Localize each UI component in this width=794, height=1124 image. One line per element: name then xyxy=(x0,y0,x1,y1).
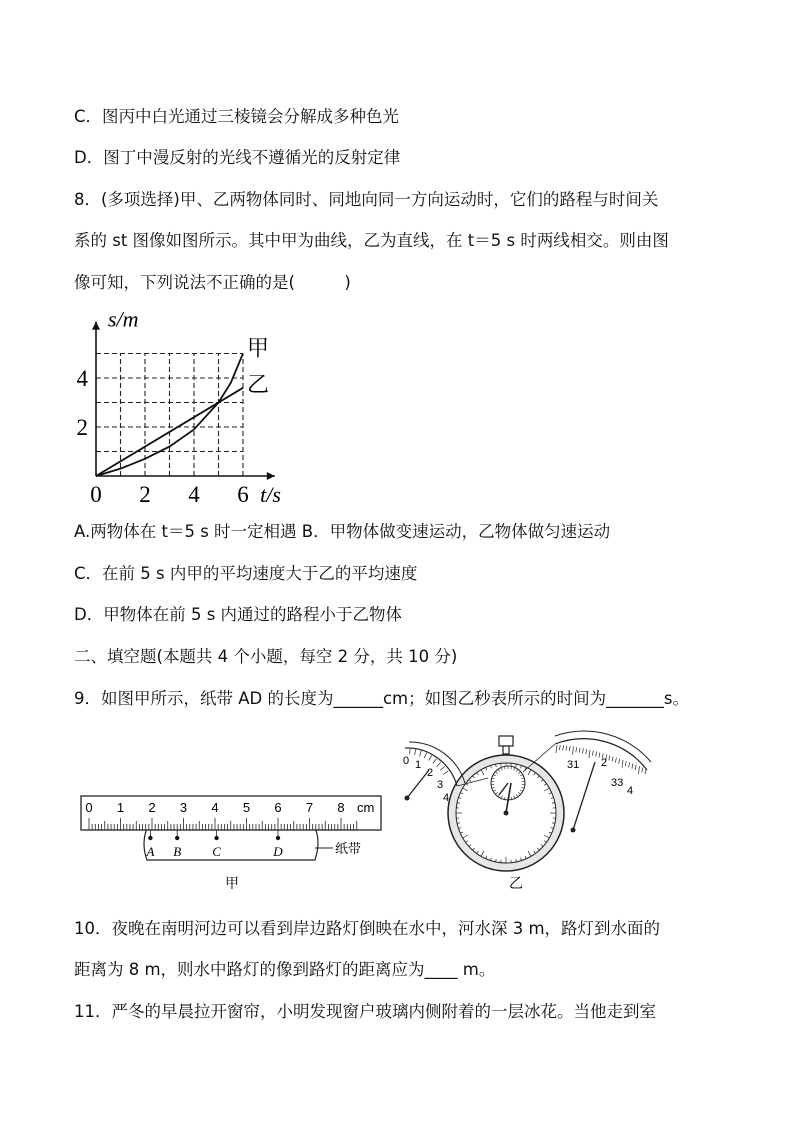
zoom-second-tick xyxy=(609,755,610,760)
zoom-second-tick xyxy=(596,752,597,757)
x-tick-label: 6 xyxy=(237,482,249,507)
question-10-line-2: 距离为 8 m，则水中路灯的像到路灯的距离应为____ m。 xyxy=(74,960,496,979)
point-dot xyxy=(175,836,179,840)
ruler-number: 0 xyxy=(85,800,93,815)
option-d-q8: D．甲物体在前 5 s 内通过的路程小于乙物体 xyxy=(74,605,403,624)
zoom-second-tick xyxy=(569,746,570,751)
zoom-minute-tick xyxy=(433,759,437,764)
point-dot xyxy=(276,836,280,840)
question-11-line-1: 11．严冬的早晨拉开窗帘，小明发现窗户玻璃内侧附着的一层冰花。当他走到室 xyxy=(74,1002,656,1021)
zoom-second-tick xyxy=(559,745,560,750)
zoom-minute-number: 1 xyxy=(415,759,422,771)
zoom-minute-tick xyxy=(424,753,427,758)
ruler-unit: cm xyxy=(357,800,375,815)
ruler-number: 2 xyxy=(148,800,156,815)
point-dot xyxy=(214,836,218,840)
ruler-number: 5 xyxy=(242,800,251,815)
ruler-number: 4 xyxy=(211,800,219,815)
zoom-second-tick xyxy=(563,745,564,750)
zoom-minute-number: 3 xyxy=(437,779,444,791)
zoom-second-tick xyxy=(622,760,623,768)
zoom-second-number: 31 xyxy=(567,759,580,771)
zoom-second-tick xyxy=(612,756,613,761)
question-8-line-3: 像可知，下列说法不正确的是( ) xyxy=(74,273,351,292)
zoom-second-number: 4 xyxy=(627,785,634,797)
ruler-number: 3 xyxy=(179,800,188,815)
question-8-line-2: 系的 st 图像如图所示。其中甲为曲线，乙为直线，在 t＝5 s 时两线相交。则由图 xyxy=(74,231,669,250)
zoom-minute-number: 0 xyxy=(403,755,410,767)
zoom-second-tick xyxy=(599,752,600,757)
zoom-minute-hand xyxy=(407,770,429,798)
point-label: C xyxy=(212,844,221,859)
zoom-second-number: 33 xyxy=(611,777,624,789)
zoom-second-tick xyxy=(589,750,590,758)
point-label: D xyxy=(273,844,283,859)
zoom-second-tick xyxy=(556,745,557,753)
y-axis-label: s/m xyxy=(108,306,139,332)
tape-label: 纸带 xyxy=(335,841,362,856)
zoom-second-tick xyxy=(645,769,646,774)
ruler-caption: 甲 xyxy=(225,875,239,891)
x-axis-arrow xyxy=(267,472,275,480)
zoom-minute-tick xyxy=(443,771,448,774)
x-tick-label: 4 xyxy=(188,482,200,507)
zoom-second-tick xyxy=(639,766,640,774)
zoom-minute-tick xyxy=(415,749,416,755)
paper-tape xyxy=(144,828,318,860)
option-d-q7: D．图丁中漫反射的光线不遵循光的反射定律 xyxy=(74,148,401,167)
zoom-second-tick xyxy=(576,747,577,752)
ruler-number: 7 xyxy=(305,800,314,815)
zoom-second-tick xyxy=(573,747,574,755)
zoom-second-tick xyxy=(619,759,620,764)
zoom-second-tick xyxy=(579,748,580,753)
zoom-second-tick xyxy=(635,765,636,770)
zoom-second-tick xyxy=(582,748,583,753)
zoom-second-number: 2 xyxy=(601,757,608,769)
st-graph xyxy=(70,305,310,510)
zoom-minute-number: 2 xyxy=(427,767,434,779)
option-c-q8: C．在前 5 s 内甲的平均速度大于乙的平均速度 xyxy=(74,564,418,583)
option-c-q7: C．图丙中白光通过三棱镜会分解成多种色光 xyxy=(74,107,400,126)
series-label-jia: 甲 xyxy=(247,335,270,361)
y-tick-label: 2 xyxy=(76,415,88,440)
x-tick-label: 2 xyxy=(139,482,151,507)
option-a-q8: A.两物体在 t＝5 s 时一定相遇 B．甲物体做变速运动，乙物体做匀速运动 xyxy=(74,522,611,541)
question-10-line-1: 10．夜晚在南明河边可以看到岸边路灯倒映在水中，河水深 3 m，路灯到水面的 xyxy=(74,919,661,938)
zoom-second-hand xyxy=(573,762,595,830)
x-tick-label: 0 xyxy=(90,482,102,507)
zoom-second-tick xyxy=(586,749,587,754)
zoom-minute-tick xyxy=(429,755,432,760)
ruler-number: 6 xyxy=(274,800,282,815)
stopwatch-caption: 乙 xyxy=(509,875,523,891)
point-label: B xyxy=(173,844,182,859)
zoom-second-tick xyxy=(625,761,626,766)
zoom-second-tick xyxy=(615,758,616,763)
question-8-line-1: 8．(多项选择)甲、乙两物体同时、同地向同一方向运动时，它们的路程与时间关 xyxy=(74,190,659,209)
ruler-number: 1 xyxy=(116,800,125,815)
zoom-second-tick xyxy=(592,751,593,756)
point-dot xyxy=(148,836,152,840)
zoom-minute-tick xyxy=(419,751,421,757)
zoom-minute-tick xyxy=(437,762,441,766)
zoom-second-tick xyxy=(629,762,630,767)
series-label-yi: 乙 xyxy=(247,371,270,397)
zoom-minute-tick xyxy=(410,748,411,754)
x-axis-label: t/s xyxy=(260,482,281,507)
zoom-second-tick xyxy=(642,768,643,773)
stopwatch-figure xyxy=(395,728,655,898)
point-label: A xyxy=(146,844,155,859)
zoom-minute-number: 4 xyxy=(443,792,450,804)
ruler-figure xyxy=(75,790,395,895)
y-axis-arrow xyxy=(92,322,100,330)
y-tick-label: 4 xyxy=(76,366,88,391)
question-9: 9．如图甲所示，纸带 AD 的长度为______cm；如图乙秒表所示的时间为_______s。 xyxy=(74,689,689,708)
zoom-minute-tick xyxy=(440,766,445,770)
zoom-second-tick xyxy=(566,746,567,751)
section-2-heading: 二、填空题(本题共 4 个小题，每空 2 分，共 10 分) xyxy=(74,647,458,666)
zoom-second-tick xyxy=(632,764,633,769)
ruler-number: 8 xyxy=(337,800,345,815)
